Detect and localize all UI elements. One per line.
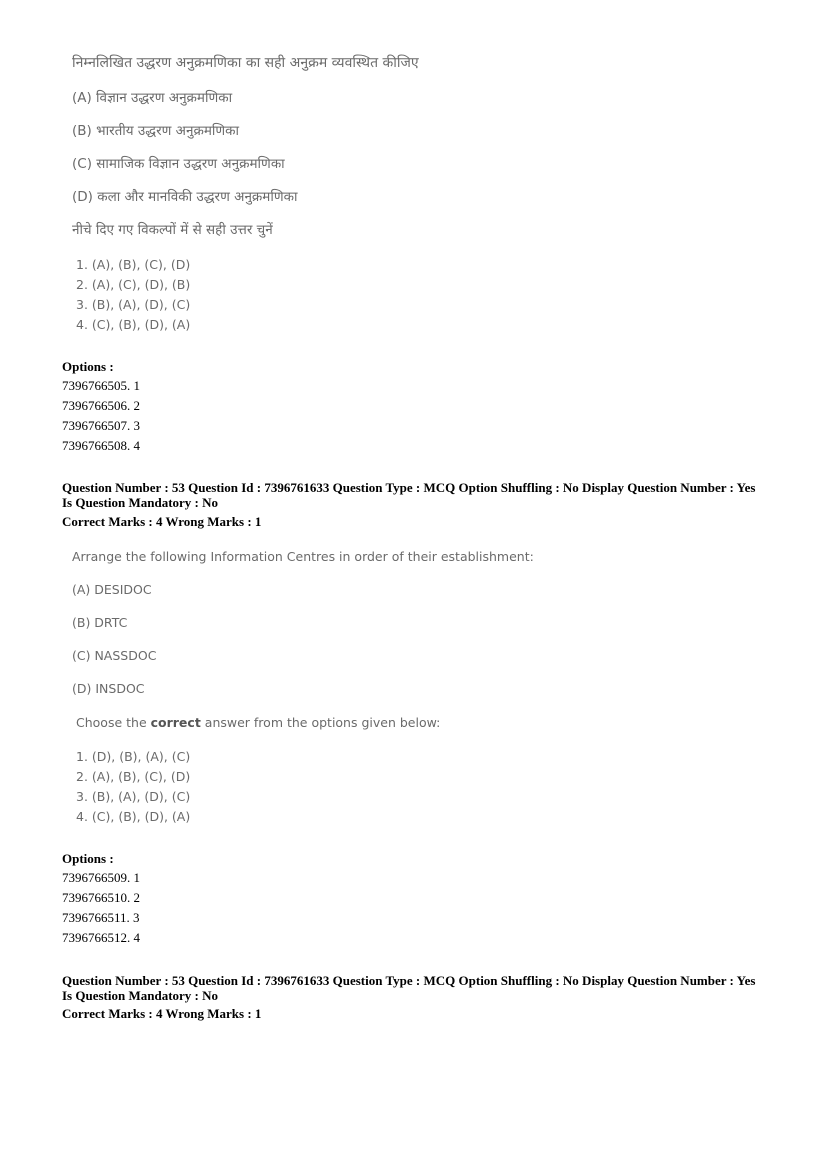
option-id: 7396766511. 3: [62, 910, 140, 925]
option-id: 7396766510. 2: [62, 890, 140, 905]
english-item-a: (A) DESIDOC: [72, 582, 152, 597]
option-id: 7396766512. 4: [62, 930, 140, 945]
option-id: 7396766509. 1: [62, 870, 140, 885]
english-choice-2: 2. (A), (B), (C), (D): [76, 769, 191, 784]
hindi-choice-1: 1. (A), (B), (C), (D): [76, 257, 191, 272]
hindi-item-b: (B) भारतीय उद्धरण अनुक्रमणिका: [72, 123, 240, 139]
english-choice-4: 4. (C), (B), (D), (A): [76, 809, 191, 824]
hindi-item-c: (C) सामाजिक विज्ञान उद्धरण अनुक्रमणिका: [72, 156, 285, 172]
option-id: 7396766505. 1: [62, 378, 140, 393]
hindi-choice-4: 4. (C), (B), (D), (A): [76, 317, 191, 332]
question-marks-line: Correct Marks : 4 Wrong Marks : 1: [62, 1006, 262, 1021]
english-item-c: (C) NASSDOC: [72, 648, 157, 663]
english-choice-3: 3. (B), (A), (D), (C): [76, 789, 191, 804]
english-choice-1: 1. (D), (B), (A), (C): [76, 749, 191, 764]
question-mandatory-line: Is Question Mandatory : No: [62, 988, 219, 1003]
hindi-instruction: नीचे दिए गए विकल्पों में से सही उत्तर चुनें: [72, 222, 273, 238]
option-id: 7396766507. 3: [62, 418, 140, 433]
options-label: Options :: [62, 359, 114, 374]
english-item-d: (D) INSDOC: [72, 681, 145, 696]
options-label: Options :: [62, 851, 114, 866]
english-question-prompt: Arrange the following Information Centres in order of their establishment:: [72, 549, 534, 564]
hindi-question-prompt: निम्नलिखित उद्धरण अनुक्रमणिका का सही अनुक्रम व्यवस्थित कीजिए: [72, 55, 419, 71]
instruction-emphasis: correct: [150, 715, 201, 730]
hindi-choice-3: 3. (B), (A), (D), (C): [76, 297, 191, 312]
question-mandatory-line: Is Question Mandatory : No: [62, 495, 219, 510]
option-id: 7396766506. 2: [62, 398, 140, 413]
question-marks-line: Correct Marks : 4 Wrong Marks : 1: [62, 514, 262, 529]
hindi-choice-2: 2. (A), (C), (D), (B): [76, 277, 191, 292]
english-instruction: [76, 715, 440, 730]
hindi-item-a: (A) विज्ञान उद्धरण अनुक्रमणिका: [72, 90, 233, 106]
instruction-text: answer from the options given below:: [200, 715, 441, 730]
option-id: 7396766508. 4: [62, 438, 140, 453]
question-meta-line: Question Number : 53 Question Id : 7396761633 Question Type : MCQ Option Shuffling : No Display Question Number : Yes: [62, 973, 756, 988]
question-meta-line: Question Number : 53 Question Id : 7396761633 Question Type : MCQ Option Shuffling : No Display Question Number : Yes: [62, 480, 756, 495]
hindi-item-d: (D) कला और मानविकी उद्धरण अनुक्रमणिका: [72, 189, 298, 205]
english-item-b: (B) DRTC: [72, 615, 128, 630]
instruction-text: Choose the: [76, 715, 151, 730]
